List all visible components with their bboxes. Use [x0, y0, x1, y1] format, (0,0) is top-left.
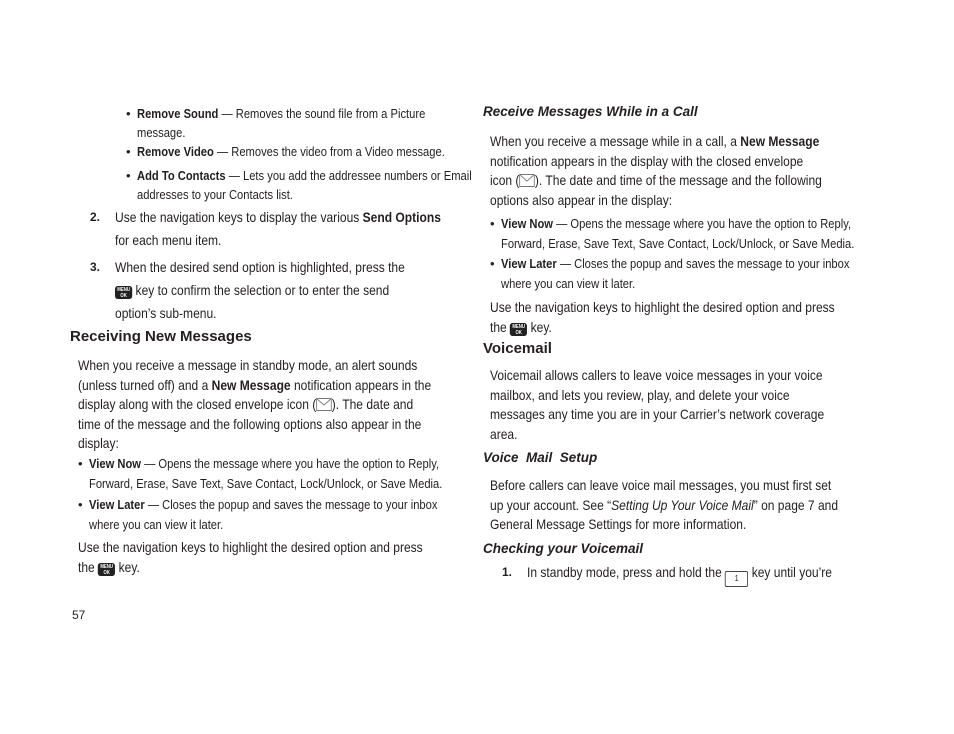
bullet-view-now-call: • View Now — Opens the message where you have the option to Reply, Forward, Erase, Save Text, Save Contact, Lock/Unlock, or Save Media. [490, 216, 855, 251]
envelope-icon [316, 398, 331, 411]
bullet-remove-video: • Remove Video — Removes the video from a Video message. [126, 144, 445, 159]
page-number: 57 [72, 608, 86, 622]
para-setup: Before callers can leave voice mail messages, you must first set up your account. See “Setting Up Your Voice Mail” on page 7 and General Message Settings for more information. [490, 477, 839, 532]
bullet-view-later-call: • View Later — Closes the popup and saves the message to your inbox where you can view it later. [490, 256, 850, 291]
heading-voice-mail-setup: Voice Mail Setup [483, 450, 598, 465]
envelope-icon [519, 174, 534, 187]
step-1-check: 1. In standby mode, press and hold the 1 key until you’re [502, 563, 861, 587]
heading-receiving-new-messages: Receiving New Messages [70, 328, 252, 345]
bullet-view-later: • View Later — Closes the popup and saves the message to your inbox where you can view it later. [78, 497, 438, 532]
right-column [483, 104, 861, 587]
heading-voicemail: Voicemail [483, 340, 552, 357]
para-voicemail: Voicemail allows callers to leave voice messages in your voice mailbox, and lets you review, play, and delete your voice messages any time you are in your Carrier’s network coverage area. [490, 367, 825, 442]
voicemail-1-key-icon: 1 [725, 571, 748, 587]
left-column [70, 104, 472, 577]
term-add-contacts: Add To Contacts [137, 168, 226, 183]
bullet-remove-sound: • Remove Sound — Removes the sound file from a Picture message. [126, 106, 426, 140]
para-receive-call: When you receive a message while in a call, a New Message notification appears in the display with the closed envelope icon ( ). The date and time of the message and the following options also appear in the display: [490, 133, 822, 208]
heading-checking-voicemail: Checking your Voicemail [483, 541, 644, 556]
heading-receive-while-call: Receive Messages While in a Call [483, 104, 698, 119]
step-3: 3. When the desired send option is highlighted, press the MENU OK key to confirm the selection or to enter the send option’s sub-menu. [90, 259, 405, 321]
para-navigate: Use the navigation keys to highlight the desired option and press the MENU OK key. [78, 539, 423, 576]
para-receiving: When you receive a message in standby mode, an alert sounds (unless turned off) and a New Message notification appears in the display along with the closed envelope icon ( ). The date and time of the message and the following options also appear in the display: [78, 357, 432, 451]
bullet-view-now: • View Now — Opens the message where you have the option to Reply, Forward, Erase, Save Text, Save Contact, Lock/Unlock, or Save Media. [78, 456, 443, 491]
menu-ok-key-icon: MENU OK [115, 286, 132, 299]
step-2: 2. Use the navigation keys to display the various Send Options for each menu item. [90, 209, 441, 248]
menu-ok-key-icon: MENU OK [510, 323, 527, 336]
para-navigate-call: Use the navigation keys to highlight the desired option and press the MENU OK key. [490, 299, 835, 336]
menu-ok-key-icon: MENU OK [98, 563, 115, 576]
term-remove-video: Remove Video [137, 144, 214, 159]
term-remove-sound: Remove Sound [137, 106, 219, 121]
bullet-add-contacts: • Add To Contacts — Lets you add the addressee numbers or Email addresses to your Contacts list. [126, 168, 472, 202]
